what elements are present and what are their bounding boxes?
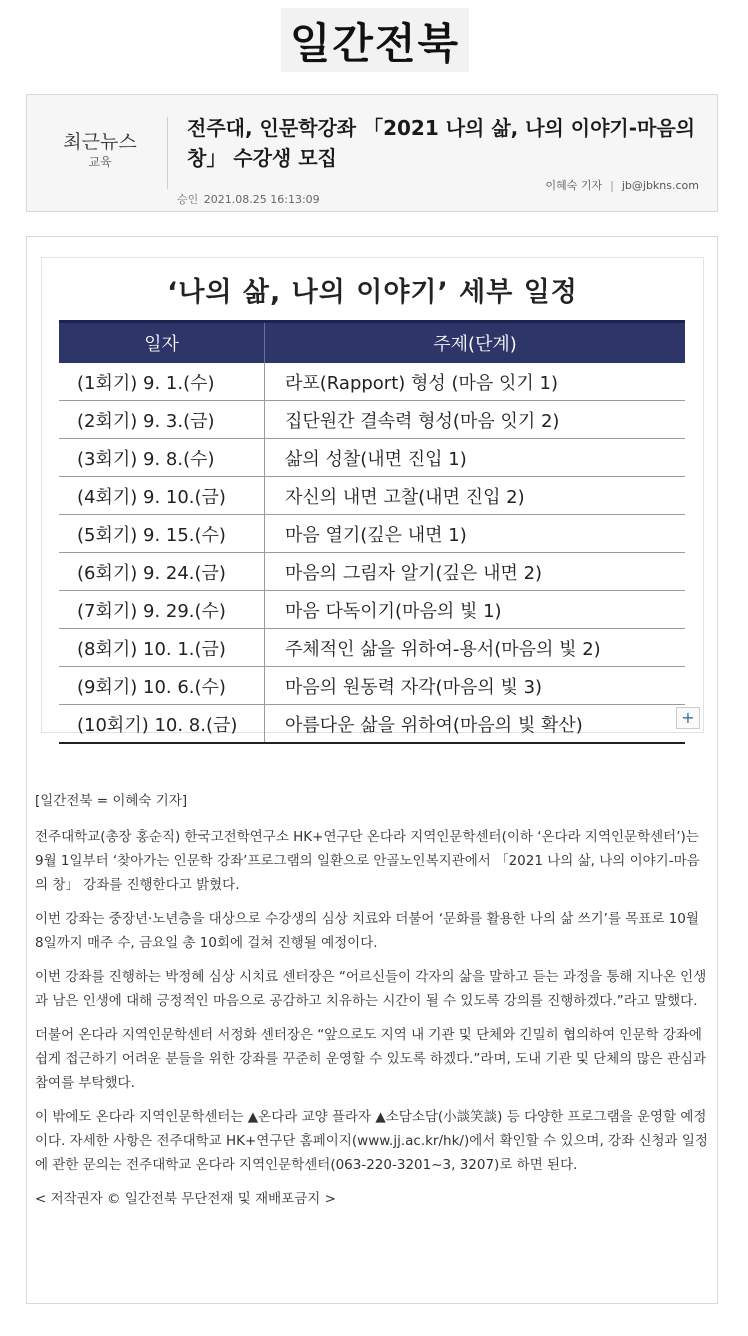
schedule-title: ‘나의 삶, 나의 이야기’ 세부 일정 bbox=[167, 277, 578, 308]
row-topic: 라포(Rapport) 형성 (마음 잇기 1) bbox=[265, 363, 686, 401]
article-headline: 전주대, 인문학강좌 「2021 나의 삶, 나의 이야기-마음의 창」 수강생 모집 bbox=[187, 116, 696, 170]
article-paragraph: 전주대학교(총장 홍순직) 한국고전학연구소 HK+연구단 온다라 지역인문학센터(이하 ‘온다라 지역인문학센터’)는 9월 1일부터 ‘찾아가는 인문학 강좌’프로그램의 일환으로 안골노인복지관에서 「2021 나의 삶, 나의 이야기-마음의 창」 강좌를 진행한다고 밝혔다. bbox=[35, 829, 700, 893]
schedule-table bbox=[59, 320, 685, 744]
article-text bbox=[35, 789, 709, 1221]
header-divider bbox=[167, 117, 168, 189]
article-header bbox=[26, 94, 718, 212]
row-topic: 주체적인 삶을 위하여-용서(마음의 빛 2) bbox=[265, 629, 686, 667]
table-row bbox=[59, 591, 685, 629]
row-date: (2회기) 9. 3.(금) bbox=[59, 401, 265, 439]
header-date: 일자 bbox=[59, 322, 265, 364]
approved-datetime: 2021.08.25 16:13:09 bbox=[203, 193, 320, 206]
table-row bbox=[59, 629, 685, 667]
reporter-email[interactable]: jb@jbkns.com bbox=[621, 179, 699, 192]
row-topic: 자신의 내면 고찰(내면 진입 2) bbox=[265, 477, 686, 515]
article-reporter-line: [일간전북 = 이혜숙 기자] bbox=[35, 793, 188, 809]
schedule-figure bbox=[41, 257, 704, 736]
byline-separator: | bbox=[610, 179, 614, 192]
row-topic: 마음의 그림자 알기(깊은 내면 2) bbox=[265, 553, 686, 591]
row-topic: 집단원간 결속력 형성(마음 잇기 2) bbox=[265, 401, 686, 439]
byline bbox=[546, 177, 700, 193]
row-topic: 마음의 원동력 자각(마음의 빛 3) bbox=[265, 667, 686, 705]
table-row bbox=[59, 667, 685, 705]
table-row bbox=[59, 401, 685, 439]
copyright-notice: < 저작권자 © 일간전북 무단전재 및 재배포금지 > bbox=[35, 1191, 336, 1207]
row-date: (1회기) 9. 1.(수) bbox=[59, 363, 265, 401]
row-topic: 아름다운 삶을 위하여(마음의 빛 확산) bbox=[265, 705, 686, 744]
row-topic: 마음 다독이기(마음의 빛 1) bbox=[265, 591, 686, 629]
row-topic: 삶의 성찰(내면 진입 1) bbox=[265, 439, 686, 477]
expand-image-button[interactable]: + bbox=[676, 707, 700, 729]
row-date: (10회기) 10. 8.(금) bbox=[59, 705, 265, 744]
table-row bbox=[59, 553, 685, 591]
row-topic: 마음 열기(깊은 내면 1) bbox=[265, 515, 686, 553]
row-date: (6회기) 9. 24.(금) bbox=[59, 553, 265, 591]
site-title: 일간전북 bbox=[289, 19, 461, 68]
article-body-container bbox=[26, 236, 718, 1304]
row-date: (7회기) 9. 29.(수) bbox=[59, 591, 265, 629]
row-date: (4회기) 9. 10.(금) bbox=[59, 477, 265, 515]
approved-label: 승인 bbox=[177, 193, 199, 206]
row-date: (8회기) 10. 1.(금) bbox=[59, 629, 265, 667]
table-row bbox=[59, 477, 685, 515]
row-date: (9회기) 10. 6.(수) bbox=[59, 667, 265, 705]
table-row bbox=[59, 439, 685, 477]
subsection-name[interactable]: 교육 bbox=[88, 155, 112, 169]
table-row bbox=[59, 363, 685, 401]
article-paragraph: 이번 강좌를 진행하는 박정혜 심상 시치료 센터장은 “어르신들이 각자의 삶을 말하고 듣는 과정을 통해 지나온 인생과 남은 인생에 대해 긍정적인 마음으로 공감하고 치유하는 시간이 될 수 있도록 강의를 진행하겠다.”라고 말했다. bbox=[35, 969, 707, 1009]
reporter-name: 이혜숙 기자 bbox=[545, 179, 603, 192]
article-paragraph: 이번 강좌는 중장년·노년층을 대상으로 수강생의 심상 치료와 더불어 ‘문화를 활용한 나의 삶 쓰기’를 목표로 10월 8일까지 매주 수, 금요일 총 10회에 걸쳐 진행될 예정이다. bbox=[35, 911, 699, 951]
article-paragraph: 더불어 온다라 지역인문학센터 서정화 센터장은 “앞으로도 지역 내 기관 및 단체와 긴밀히 협의하여 인문학 강좌에 쉽게 접근하기 어려운 분들을 위한 강좌를 꾸준히 운영할 수 있도록 하겠다.”라며, 도내 기관 및 단체의 많은 관심과 참여를 부탁했다. bbox=[35, 1027, 707, 1091]
table-row bbox=[59, 515, 685, 553]
approved-date bbox=[177, 191, 320, 207]
table-header-row bbox=[59, 322, 685, 364]
row-date: (5회기) 9. 15.(수) bbox=[59, 515, 265, 553]
article-paragraph: 이 밖에도 온다라 지역인문학센터는 ▲온다라 교양 플라자 ▲소담소담(小談笑談) 등 다양한 프로그램을 운영할 예정이다. 자세한 사항은 전주대학교 HK+연구단 홈페이지(www.jj.ac.kr/hk/)에서 확인할 수 있으며, 강좌 신청과 일정에 관한 문의는 전주대학교 온다라 지역인문학센터(063-220-3201~3, 3207)로 하면 된다. bbox=[35, 1109, 708, 1173]
masthead-logo[interactable] bbox=[281, 8, 469, 72]
header-topic: 주제(단계) bbox=[265, 322, 686, 364]
section-name[interactable]: 최근뉴스 bbox=[63, 131, 137, 153]
row-date: (3회기) 9. 8.(수) bbox=[59, 439, 265, 477]
table-row bbox=[59, 705, 685, 744]
